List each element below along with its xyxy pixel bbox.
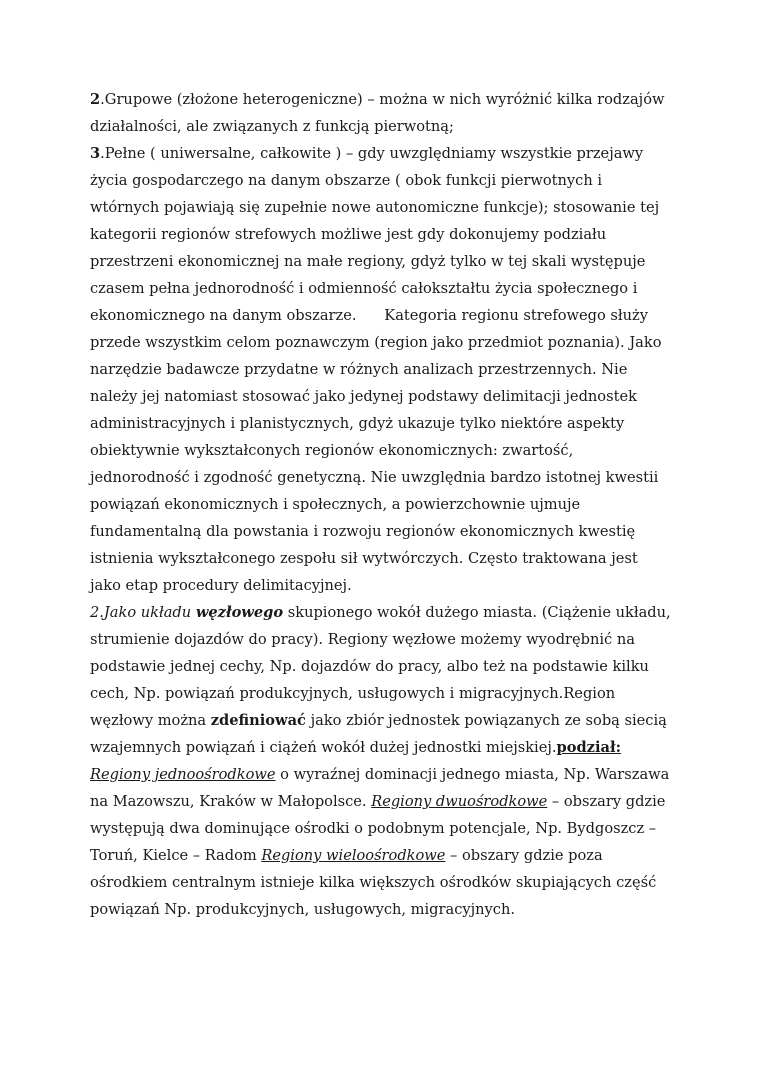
term-multi-center: Regiony wieloośrodkowe [261, 847, 446, 864]
term-single-center: Regiony jednoośrodkowe [90, 766, 276, 783]
section-intro: 2.Jako układu [90, 604, 196, 621]
keyword-define: zdefiniować [210, 712, 306, 729]
paragraph-nodal-regions [90, 599, 672, 923]
item-number: 3 [90, 145, 101, 162]
paragraph-text: o wyraźnej dominacji jednego miasta, Np. Warszawa na Mazowszu, Kraków w Małopolsce. [90, 766, 670, 810]
paragraph-text: .Pełne ( uniwersalne, całkowite ) – gdy uwzględniamy wszystkie przejawy życia gospodarczego na danym obszarze ( obok funkcji pierwotnych i wtórnych pojawiają się zupełnie nowe autonomiczne funkcje); stosowanie tej kategorii regionów strefowych możliwe jest gdy dokonujemy podziału przestrzeni ekonomicznej na małe regiony, gdyż tylko w tej skali występuje czasem pełna jednorodność i odmienność całokształtu życia społecznego i ekonomicznego na danym obszarze. Kategoria regionu strefowego służy przede wszystkim celom poznawczym (region jako przedmiot poznania). Jako narzędzie badawcze przydatne w różnych analizach przestrzennych. Nie należy jej natomiast stosować jako jedynej podstawy delimitacji jednostek administracyjnych i planistycznych, gdyż ukazuje tylko niektóre aspekty obiektywnie wykształconych regionów ekonomicznych: zwartość, jednorodność i zgodność genetyczną. Nie uwzględnia bardzo istotnej kwestii powiązań ekonomicznych i społecznych, a powierzchownie ujmuje fundamentalną dla powstania i rozwoju regionów ekonomicznych kwestię istnienia wykształconego zespołu sił wytwórczych. Często traktowana jest jako etap procedury delimitacyjnej. [90, 145, 667, 594]
item-number: 2 [90, 91, 101, 108]
paragraph-text: skupionego wokół dużego miasta. (Ciążenie układu, strumienie dojazdów do pracy). Regiony węzłowe możemy wyodrębnić na podstawie jednej cechy, Np. dojazdów do pracy, albo też na podstawie kilku cech, Np. powiązań produkcyjnych, usługowych i migracyjnych.Region węzłowy można [90, 604, 671, 729]
term-dual-center: Regiony dwuośrodkowe [371, 793, 548, 810]
paragraph-text: jako zbiór jednostek powiązanych ze sobą siecią wzajemnych powiązań i ciążeń wokół dużej jednostki miejskiej. [90, 712, 667, 756]
paragraph-group-regions [90, 86, 672, 140]
keyword-division: podział: [556, 739, 621, 756]
paragraph-text: .Grupowe (złożone heterogeniczne) – można w nich wyróżnić kilka rodzajów działalności, ale związanych z funkcją pierwotną; [90, 91, 665, 135]
keyword-nodal: węzłowego [195, 604, 284, 621]
paragraph-text: – obszary gdzie występują dwa dominujące ośrodki o podobnym potencjale, Np. Bydgoszcz –Toruń, Kielce – Radom [90, 793, 666, 864]
paragraph-full-regions [90, 140, 672, 599]
document-page [90, 86, 672, 923]
paragraph-text: – obszary gdzie poza ośrodkiem centralnym istnieje kilka większych ośrodków skupiających część powiązań Np. produkcyjnych, usługowych, migracyjnych. [90, 847, 657, 918]
